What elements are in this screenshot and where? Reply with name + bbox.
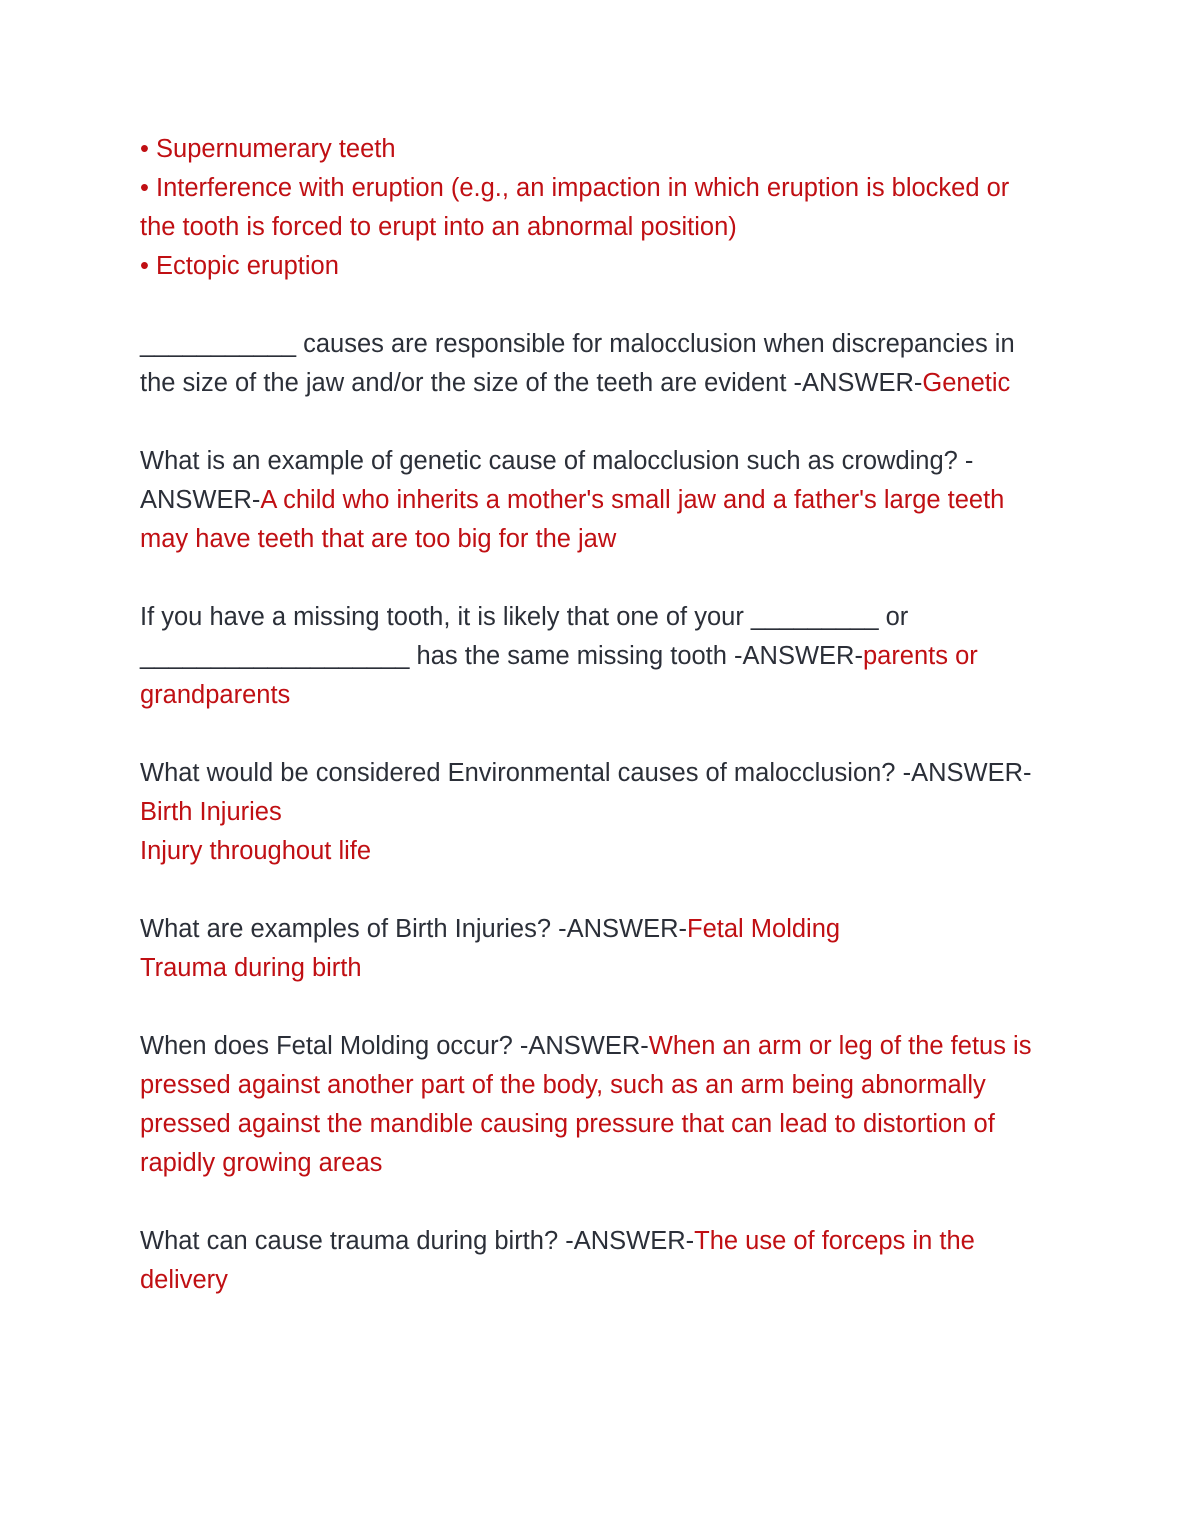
answer-text: Birth Injuries (140, 798, 282, 826)
question-text: What would be considered Environmental causes of malocclusion? -ANSWER- (140, 759, 1032, 787)
bullet-list (140, 130, 1050, 286)
question-text: What can cause trauma during birth? -ANSWER- (140, 1227, 695, 1255)
answer-text: Genetic (922, 369, 1011, 397)
qa-item (140, 442, 1050, 559)
qa-item (140, 598, 1050, 715)
answer-text: Fetal Molding (687, 915, 841, 943)
qa-item (140, 1222, 1050, 1300)
question-text: If you have a missing tooth, it is likely that one of your _________ or ___________________ has the same missing tooth -ANSWER- (140, 603, 909, 670)
bullet-item: • Ectopic eruption (140, 252, 339, 280)
question-text: What is an example of genetic cause of malocclusion such as crowding? -ANSWER- (140, 447, 974, 514)
question-text: When does Fetal Molding occur? -ANSWER- (140, 1032, 649, 1060)
answer-text: When an arm or leg of the fetus is pressed against another part of the body, such as an arm being abnormally pressed against the mandible causing pressure that can lead to distortion of rapidly growing areas (140, 1032, 1032, 1177)
answer-extra-line: Trauma during birth (140, 954, 362, 982)
answer-text: The use of forceps in the delivery (140, 1227, 975, 1294)
qa-item (140, 1027, 1050, 1183)
answer-text: A child who inherits a mother's small jaw and a father's large teeth may have teeth that are too big for the jaw (140, 486, 1005, 553)
bullet-item: • Supernumerary teeth (140, 135, 396, 163)
answer-text: parents or grandparents (140, 642, 978, 709)
bullet-item: • Interference with eruption (e.g., an impaction in which eruption is blocked or the tooth is forced to erupt into an abnormal position) (140, 174, 1010, 241)
qa-item (140, 910, 1050, 988)
qa-item (140, 325, 1050, 403)
qa-item (140, 754, 1050, 871)
question-text: What are examples of Birth Injuries? -ANSWER- (140, 915, 688, 943)
answer-extra-line: Injury throughout life (140, 837, 372, 865)
question-text: ___________ causes are responsible for malocclusion when discrepancies in the size of the jaw and/or the size of the teeth are evident -ANSWER- (140, 330, 1015, 397)
